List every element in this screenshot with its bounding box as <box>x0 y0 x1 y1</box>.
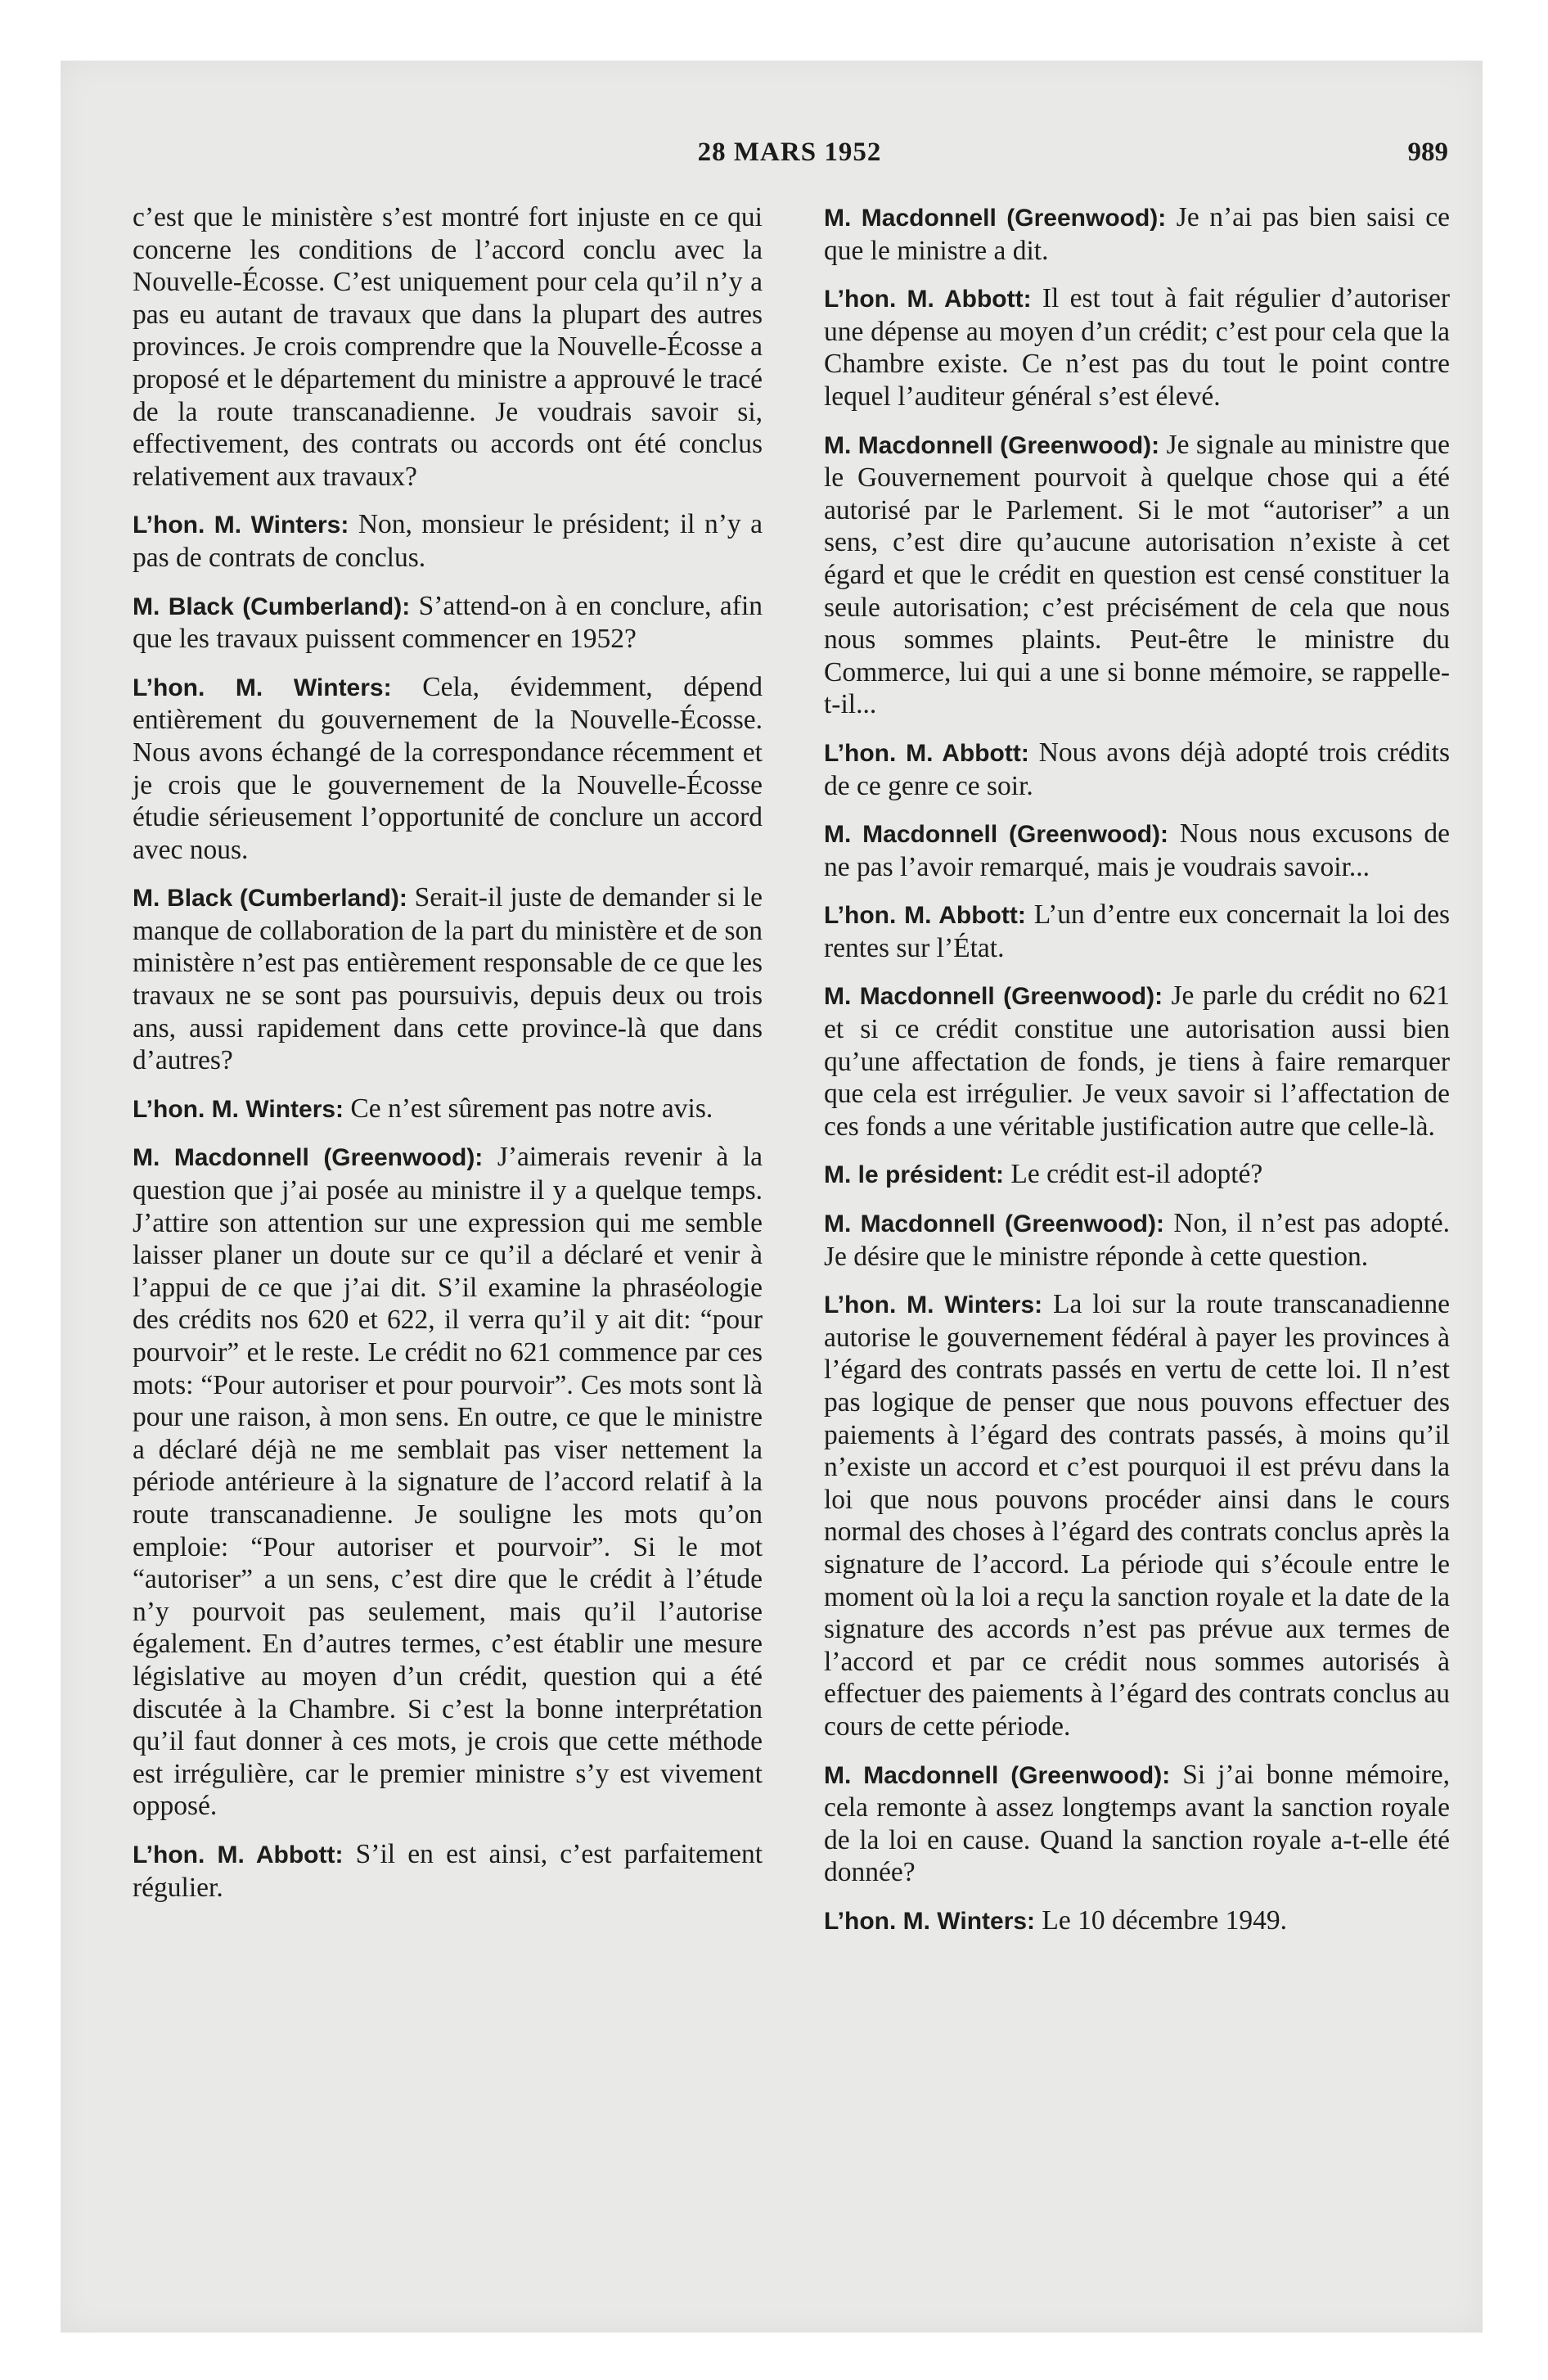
speaker-label: L’hon. M. Winters: <box>133 1095 344 1123</box>
right-column <box>824 201 1450 1954</box>
paragraph <box>824 1207 1450 1273</box>
paragraph-text: S’il en est ainsi, c’est parfaitement régulier. <box>133 1838 763 1903</box>
speaker-label: L’hon. M. Winters: <box>133 512 349 539</box>
paragraph-text: Ce n’est sûrement pas notre avis. <box>350 1093 713 1124</box>
paragraph <box>824 899 1450 964</box>
page-header <box>131 137 1448 174</box>
speaker-label: M. Macdonnell (Greenwood): <box>824 1210 1164 1238</box>
speaker-label: L’hon. M. Abbott: <box>824 902 1026 930</box>
paragraph-text: Non, il n’est pas adopté. Je désire que le ministre réponde à cette question. <box>824 1208 1450 1272</box>
paragraph <box>824 1904 1450 1938</box>
paragraph-text: La loi sur la route transcanadienne autorise le gouvernement fédéral à payer les provinces à l’égard des contrats passés en vertu de cette loi. Il n’est pas logique de penser que nous pouvons effectuer des paiements à l’égard des contrats passés, à moins qu’il n’existe un accord et c’est pourquoi il est prévu dans la loi que nous pouvons procéder ainsi dans le cours normal des choses à l’égard des contrats conclus après la signature de l’accord. La période qui s’écoule entre le moment où la loi a reçu la sanction royale et la date de la signature des accords n’est pas prévue aux termes de l’accord et par ce crédit nous sommes autorisés à effectuer des paiements à l’égard des contrats conclus au cours de cette période. <box>824 1289 1451 1742</box>
speaker-label: L’hon. M. Winters: <box>824 1291 1043 1319</box>
paragraph-text: Serait-il juste de demander si le manque de collaboration de la part du ministère et de son ministère n’est pas entièrement responsable de ce que les travaux ne se sont pas poursuivis, depuis deux ou trois ans, aussi rapidement dans cette province-là que dans d’autres? <box>133 882 763 1076</box>
paragraph-text: Le 10 décembre 1949. <box>1042 1904 1287 1936</box>
paragraph <box>824 980 1450 1143</box>
paragraph-text: Le crédit est-il adopté? <box>1010 1159 1263 1190</box>
speaker-label: L’hon. M. Abbott: <box>824 286 1032 313</box>
speaker-label: L’hon. M. Abbott: <box>133 1841 344 1868</box>
paragraph <box>824 737 1450 802</box>
paragraph <box>133 590 763 656</box>
paragraph-text: Nous nous excusons de ne pas l’avoir remarqué, mais je voudrais savoir... <box>824 818 1451 882</box>
paragraph <box>133 201 763 493</box>
paragraph <box>824 1288 1450 1742</box>
speaker-label: L’hon. M. Abbott: <box>824 739 1029 767</box>
paragraph <box>824 282 1450 412</box>
speaker-label: M. Black (Cumberland): <box>133 885 407 913</box>
paragraph <box>133 1838 763 1904</box>
speaker-label: M. Black (Cumberland): <box>133 593 411 620</box>
speaker-label: M. le président: <box>824 1161 1005 1189</box>
paragraph-text: Non, monsieur le président; il n’y a pas de contrats de conclus. <box>133 509 763 573</box>
paragraph <box>133 508 763 574</box>
paragraph <box>824 1158 1450 1192</box>
paragraph <box>133 881 763 1077</box>
paragraph-text: c’est que le ministère s’est montré fort injuste en ce qui concerne les conditions de l’accord conclu avec la Nouvelle-Écosse. C’est uniquement pour cela qu’il n’y a pas eu autant de travaux que dans la plupart des autres provinces. Je crois comprendre que la Nouvelle-Écosse a proposé et le département du ministre a approuvé le tracé de la route transcanadienne. Je voudrais savoir si, effectivement, des contrats ou accords ont été conclus relativement aux travaux? <box>133 202 763 492</box>
speaker-label: M. Macdonnell (Greenwood): <box>824 205 1167 232</box>
speaker-label: M. Macdonnell (Greenwood): <box>824 1761 1171 1789</box>
paragraph <box>133 1141 763 1822</box>
speaker-label: M. Macdonnell (Greenwood): <box>824 431 1160 459</box>
speaker-label: M. Macdonnell (Greenwood): <box>824 821 1169 849</box>
speaker-label: M. Macdonnell (Greenwood): <box>824 983 1163 1011</box>
speaker-label: M. Macdonnell (Greenwood): <box>133 1144 484 1172</box>
left-column <box>133 201 763 1919</box>
paragraph-text: S’attend-on à en conclure, afin que les travaux puissent commencer en 1952? <box>133 590 763 655</box>
paragraph <box>824 818 1450 883</box>
paragraph-text: L’un d’entre eux concernait la loi des rentes sur l’État. <box>824 899 1451 963</box>
paragraph <box>824 201 1450 267</box>
paragraph <box>824 429 1450 721</box>
paragraph <box>133 671 763 867</box>
paragraph-text: Si j’ai bonne mémoire, cela remonte à assez longtemps avant la sanction royale de la loi en cause. Quand la sanction royale a-t-elle été donnée? <box>824 1759 1451 1888</box>
paragraph-text: Nous avons déjà adopté trois crédits de ce genre ce soir. <box>824 737 1451 801</box>
paragraph-text: Cela, évidemment, dépend entièrement du gouvernement de la Nouvelle-Écosse. Nous avons échangé de la correspondance récemment et je crois que le gouvernement de la Nouvelle-Écosse étudie sérieusement l’opportunité de conclure un accord avec nous. <box>133 671 763 865</box>
paragraph <box>824 1759 1450 1889</box>
page-number: 989 <box>1407 137 1448 167</box>
paragraph <box>133 1093 763 1126</box>
paragraph-text: Je signale au ministre que le Gouvernement pourvoit à quelque chose qui a été autorisé par le Parlement. Si le mot “autoriser” a un sens, c’est dire qu’aucune autorisation n’existe à cet égard et que le crédit en question est censé constituer la seule autorisation; c’est précisément de cela que nous nous sommes plaints. Peut-être le ministre du Commerce, lui qui a une si bonne mémoire, se rappelle-t-il... <box>824 429 1450 720</box>
speaker-label: L’hon. M. Winters: <box>133 674 392 701</box>
paragraph-text: Il est tout à fait régulier d’autoriser une dépense au moyen d’un crédit; c’est pour cela que la Chambre existe. Ce n’est pas du tout le point contre lequel l’auditeur général s’est élevé. <box>824 283 1451 412</box>
paragraph-text: Je n’ai pas bien saisi ce que le ministre a dit. <box>824 202 1450 266</box>
paragraph-text: Je parle du crédit no 621 et si ce crédit constitue une autorisation aussi bien qu’une affectation de fonds, je tiens à faire remarquer que cela est irrégulier. Je veux savoir si l’affectation de ces fonds a une véritable justification autre que celle-là. <box>824 980 1450 1142</box>
paragraph-text: J’aimerais revenir à la question que j’ai posée au ministre il y a quelque temps. J’attire son attention sur une expression qui me semble laisser planer un doute sur ce qu’il a déclaré et venir à l’appui de ce que j’ai dit. S’il examine la phraséologie des crédits nos 620 et 622, il verra qu’il y ait dit: “pour pourvoir” et le reste. Le crédit no 621 commence par ces mots: “Pour autoriser et pour pourvoir”. Ces mots sont là pour une raison, à mon sens. En outre, ce que le ministre a déclaré déjà ne me semblait pas viser nettement la période antérieure à la signature de l’accord relatif à la route transcanadienne. Je souligne les mots qu’on emploie: “Pour autoriser et pourvoir”. Si le mot “autoriser” a un sens, c’est dire que le crédit à l’étude n’y pourvoit pas seulement, mais qu’il l’autorise également. En d’autres termes, c’est établir une mesure législative au moyen d’un crédit, question qui a été discutée à la Chambre. Si c’est la bonne interprétation qu’il faut donner à ces mots, je crois que cette méthode est irrégulière, car le premier ministre s’y est vivement opposé. <box>133 1142 763 1822</box>
header-date: 28 MARS 1952 <box>697 137 882 167</box>
speaker-label: L’hon. M. Winters: <box>824 1907 1036 1935</box>
